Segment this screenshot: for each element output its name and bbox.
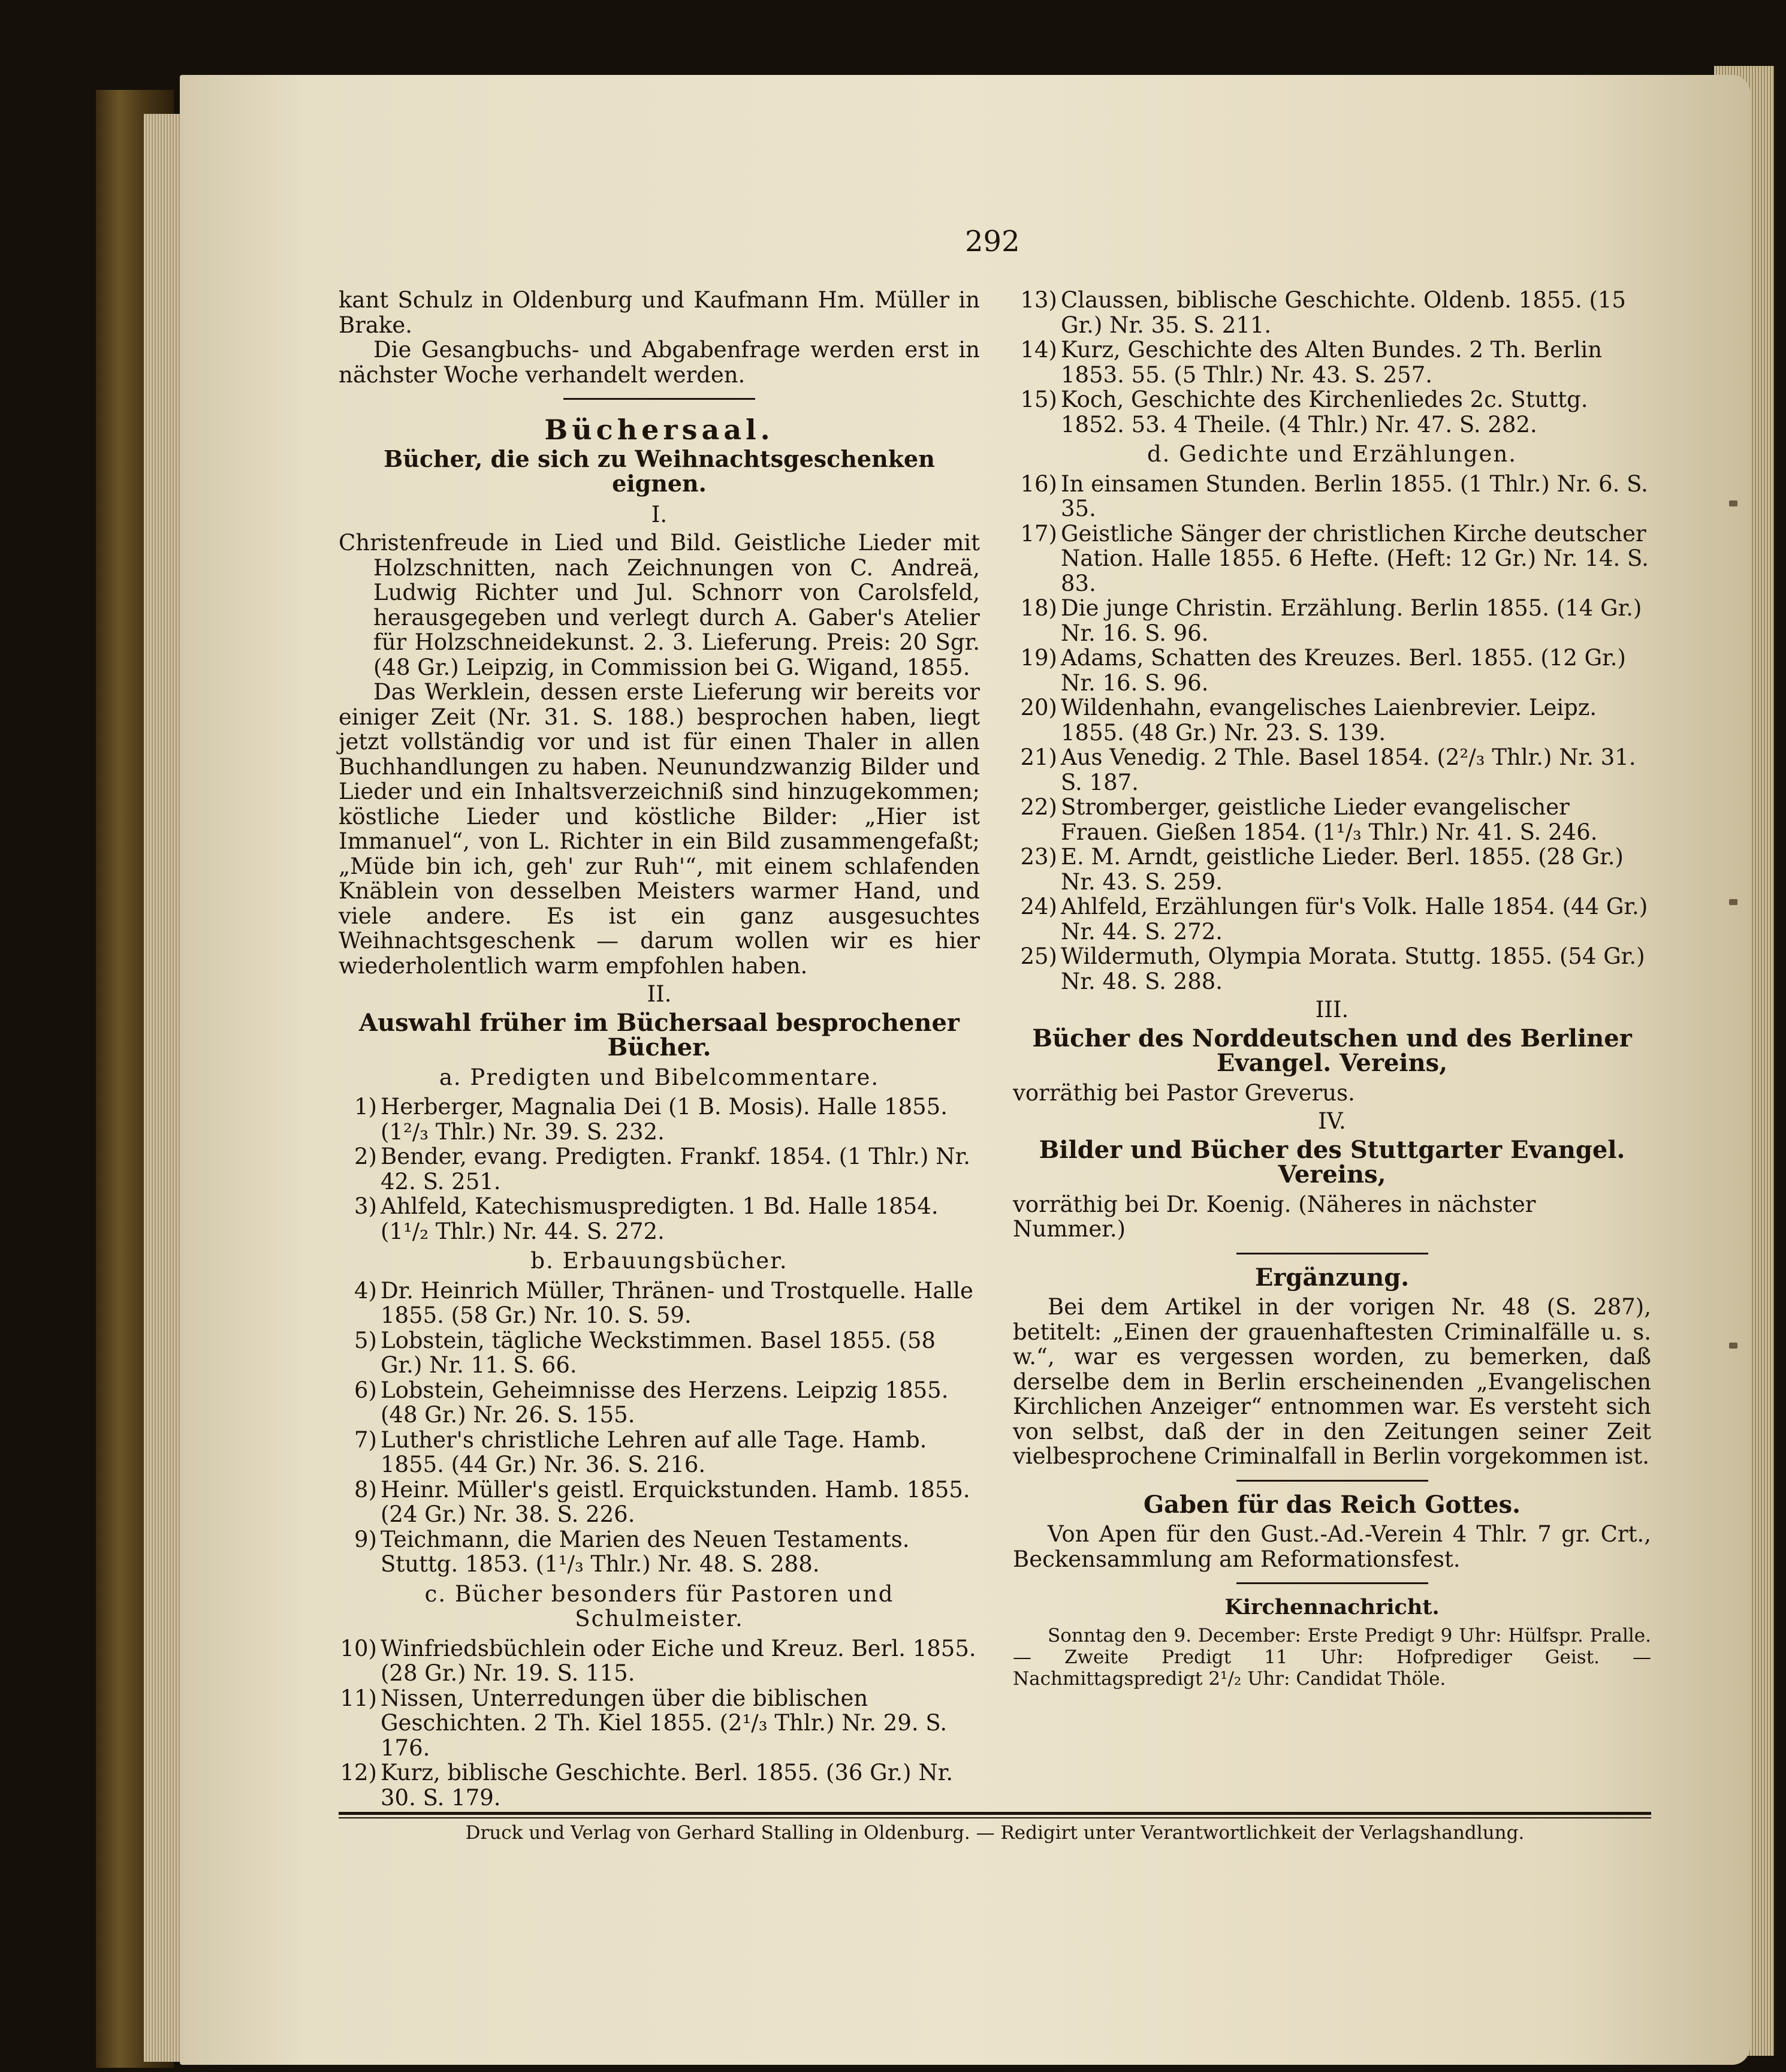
category-heading: a. Predigten und Bibelcommentare. [439, 1064, 880, 1090]
availability-note: vorräthig bei Dr. Koenig. (Näheres in nächster Nummer.) [1013, 1191, 1536, 1242]
erganzung-title: Ergänzung. [1254, 1263, 1410, 1292]
list-item: 3) Ahlfeld, Katechismuspredigten. 1 Bd. Halle 1854. (1¹/₂ Thlr.) Nr. 44. S. 272. [354, 1193, 939, 1244]
roman-numeral: II. [647, 981, 672, 1007]
imprint-footer: Druck und Verlag von Gerhard Stalling in Oldenburg. — Redigirt unter Verantwortlichkeit der Verlagshandlung. [465, 1822, 1525, 1844]
list-item: 18) Die junge Christin. Erzählung. Berlin 1855. (14 Gr.) Nr. 16. S. 96. [1020, 595, 1642, 646]
section-subtitle: Bücher, die sich zu Weihnachtsgeschenken eignen. [384, 445, 935, 497]
list-item: 9) Teichmann, die Marien des Neuen Testaments. Stuttg. 1853. (1¹/₃ Thlr.) Nr. 48. S. 288. [354, 1526, 910, 1577]
subsection-heading: Bücher des Norddeutschen und des Berliner Evangel. Vereins, [1032, 1024, 1632, 1077]
list-item: 19) Adams, Schatten des Kreuzes. Berl. 1855. (12 Gr.) Nr. 16. S. 96. [1020, 645, 1626, 696]
page-clip [1729, 899, 1737, 905]
list-item: 11) Nissen, Unterredungen über die biblischen Geschichten. 2 Th. Kiel 1855. (2¹/₃ Thlr.) Nr. 29. S. 176. [340, 1685, 948, 1761]
list-item: 22) Stromberger, geistliche Lieder evangelischer Frauen. Gießen 1854. (1¹/₃ Thlr.) Nr. 41. S. 246. [1020, 794, 1598, 845]
erganzung-text: Bei dem Artikel in der vorigen Nr. 48 (S. 287), betitelt: „Einen der grauenhaftesten Criminalfälle u. s. w.“, war es vergessen worden, zu bemerken, daß derselbe dem in Berlin erscheinenden „Evangelischen Kirchlichen Anzeiger“ entnommen war. Es versteht sich von selbst, daß der in den Zeitungen seiner Zeit vielbesprochene Criminalfall in Berlin vorgekommen ist. [1013, 1294, 1651, 1469]
list-item: 10) Winfriedsbüchlein oder Eiche und Kreuz. Berl. 1855. (28 Gr.) Nr. 19. S. 115. [340, 1635, 976, 1686]
left-column [339, 288, 980, 1810]
list-item: 5) Lobstein, tägliche Weckstimmen. Basel 1855. (58 Gr.) Nr. 11. S. 66. [354, 1327, 936, 1378]
divider [563, 398, 755, 400]
list-item: 8) Heinr. Müller's geistl. Erquickstunden. Hamb. 1855. (24 Gr.) Nr. 38. S. 226. [354, 1476, 970, 1527]
roman-numeral: III. [1315, 997, 1349, 1023]
kirchennachricht-text: Sonntag den 9. December: Erste Predigt 9 Uhr: Hülfspr. Pralle. — Zweite Predigt 11 Uhr: Hofprediger Geist. — Nachmittagspredigt 2¹/₂ Uhr: Candidat Thöle. [1013, 1624, 1651, 1690]
roman-numeral: IV. [1318, 1108, 1346, 1134]
list-item: 13) Claussen, biblische Geschichte. Oldenb. 1855. (15 Gr.) Nr. 35. S. 211. [1020, 287, 1626, 338]
list-item: 25) Wildermuth, Olympia Morata. Stuttg. 1855. (54 Gr.) Nr. 48. S. 288. [1020, 943, 1645, 994]
divider [1236, 1582, 1428, 1584]
list-item: 4) Dr. Heinrich Müller, Thränen- und Trostquelle. Halle 1855. (58 Gr.) Nr. 10. S. 59. [354, 1277, 973, 1328]
page-clip [1729, 500, 1737, 506]
category-heading: c. Bücher besonders für Pastoren und Schulmeister. [424, 1581, 894, 1631]
list-item: 15) Koch, Geschichte des Kirchenliedes 2c. Stuttg. 1852. 53. 4 Theile. (4 Thlr.) Nr. 47. S. 282. [1020, 387, 1588, 438]
intro-text-2: Die Gesangbuchs- und Abgabenfrage werden erst in nächster Woche verhandelt werden. [339, 337, 980, 388]
list-item: 24) Ahlfeld, Erzählungen für's Volk. Halle 1854. (44 Gr.) Nr. 44. S. 272. [1020, 894, 1648, 945]
list-item: 2) Bender, evang. Predigten. Frankf. 1854. (1 Thlr.) Nr. 42. S. 251. [354, 1144, 971, 1195]
list-item: 23) E. M. Arndt, geistliche Lieder. Berl. 1855. (28 Gr.) Nr. 43. S. 259. [1020, 844, 1624, 895]
roman-numeral: I. [651, 501, 668, 527]
gaben-title: Gaben für das Reich Gottes. [1143, 1490, 1521, 1519]
list-item: 12) Kurz, biblische Geschichte. Berl. 1855. (36 Gr.) Nr. 30. S. 179. [340, 1760, 954, 1811]
review-paragraph: Das Werklein, dessen erste Lieferung wir bereits vor einiger Zeit (Nr. 31. S. 188.) besprochen haben, liegt jetzt vollständig vor und ist für einen Thaler in allen Buchhandlungen zu haben. Neunundzwanzig Bilder und Lieder und ein Inhaltsverzeichniß sind hinzugekommen; köstliche Lieder und köstliche Bilder: „Hier ist Immanuel“, von L. Richter in ein Bild zusammengefaßt; „Müde bin ich, geh' zur Ruh'“, mit einem schlafenden Knäblein von desselben Meisters warmer Hand, und viele andere. Es ist ein ganz ausgesuchtes Weihnachtsgeschenk — darum wollen wir es hier wiederholentlich warm empfohlen haben. [339, 679, 980, 979]
right-column [1013, 288, 1651, 1690]
kirchennachricht-title: Kirchennachricht. [1224, 1595, 1440, 1619]
page-number: 292 [965, 225, 1020, 258]
list-item: 16) In einsamen Stunden. Berlin 1855. (1 Thlr.) Nr. 6. S. 35. [1020, 471, 1648, 521]
divider [1236, 1253, 1428, 1254]
page-clip [1729, 1343, 1737, 1349]
intro-text: kant Schulz in Oldenburg und Kaufmann Hm. Müller in Brake. [339, 287, 980, 338]
list-item: 1) Herberger, Magnalia Dei (1 B. Mosis). Halle 1855. (1²/₃ Thlr.) Nr. 39. S. 232. [354, 1094, 948, 1145]
subsection-heading: Bilder und Bücher des Stuttgarter Evangel. Vereins, [1039, 1135, 1625, 1189]
subsection-heading: Auswahl früher im Büchersaal besprochener Bücher. [358, 1008, 960, 1061]
list-item: 20) Wildenhahn, evangelisches Laienbrevier. Leipz. 1855. (48 Gr.) Nr. 23. S. 139. [1020, 695, 1597, 746]
category-heading: b. Erbauungsbücher. [530, 1248, 788, 1274]
book-entry-christenfreude: Christenfreude in Lied und Bild. Geistliche Lieder mit Holzschnitten, nach Zeichnungen von C. Andreä, Ludwig Richter und Jul. Schnorr von Carolsfeld, herausgegeben und verlegt durch A. Gaber's Atelier für Holzschneidekunst. 2. 3. Lieferung. Preis: 20 Sgr. (48 Gr.) Leipzig, in Commission bei G. Wigand, 1855. [339, 530, 980, 680]
list-item: 7) Luther's christliche Lehren auf alle Tage. Hamb. 1855. (44 Gr.) Nr. 36. S. 216. [354, 1426, 927, 1477]
list-item: 6) Lobstein, Geheimnisse des Herzens. Leipzig 1855. (48 Gr.) Nr. 26. S. 155. [354, 1377, 949, 1428]
gaben-text: Von Apen für den Gust.-Ad.-Verein 4 Thlr. 7 gr. Crt., Beckensammlung am Reformationsfest. [1013, 1521, 1651, 1572]
section-title: Büchersaal. [544, 414, 774, 446]
footer-rule [339, 1812, 1651, 1815]
footer-rule-thin [339, 1817, 1651, 1818]
list-item: 14) Kurz, Geschichte des Alten Bundes. 2 Th. Berlin 1853. 55. (5 Thlr.) Nr. 43. S. 257. [1020, 337, 1603, 388]
list-item: 17) Geistliche Sänger der christlichen Kirche deutscher Nation. Halle 1855. 6 Hefte. (Heft: 12 Gr.) Nr. 14. S. 83. [1020, 520, 1649, 596]
availability-note: vorräthig bei Pastor Greverus. [1013, 1079, 1355, 1106]
list-item: 21) Aus Venedig. 2 Thle. Basel 1854. (2²/₃ Thlr.) Nr. 31. S. 187. [1020, 744, 1636, 795]
category-heading: d. Gedichte und Erzählungen. [1147, 441, 1518, 467]
divider [1236, 1480, 1428, 1482]
